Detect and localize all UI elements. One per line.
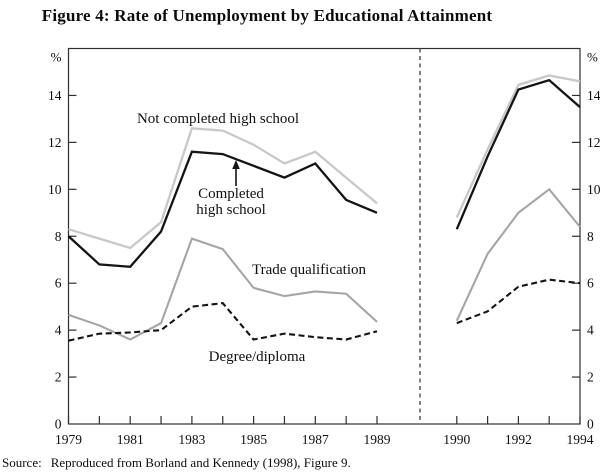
series-line-degree-diploma-left [69,303,378,341]
y-tick-label-left: 0 [54,416,62,432]
series-label-completed-high-school: Completed [198,186,264,202]
source-prefix-label: Source: [2,455,42,470]
y-tick-label-left: 8 [54,228,62,244]
y-tick-label-left: 2 [54,369,62,385]
y-tick-label-right: 10 [587,181,600,197]
series-line-not-completed-high-school-right [457,75,580,217]
x-tick-label: 1985 [240,432,268,447]
series-line-completed-high-school-right [457,80,580,229]
x-tick-label: 1994 [566,432,594,447]
x-tick-label: 1981 [116,432,144,447]
y-tick-label-left: 10 [48,181,62,197]
series-label-trade-qualification: Trade qualification [251,262,367,278]
series-label-not-completed-high-school: Not completed high school [136,111,300,127]
series-line-degree-diploma-right [457,280,580,323]
y-tick-label-right: 2 [587,369,594,385]
y-tick-label-left: 12 [48,134,62,150]
x-tick-label: 1990 [443,432,471,447]
series-line-trade-qualification-right [457,189,580,320]
y-tick-label-left: 4 [54,322,62,338]
x-tick-label: 1987 [301,432,329,447]
source-note [2,455,598,471]
y-tick-label-right: 12 [587,134,600,150]
series-label-degree-diploma: Degree/diploma [208,349,306,365]
y-tick-label-right: 0 [587,416,594,432]
y-axis-unit-right: % [587,49,598,65]
x-tick-label: 1979 [55,432,82,447]
y-axis-unit-left: % [50,49,62,65]
x-tick-label: 1992 [504,432,532,447]
series-label-completed-high-school: high school [196,202,266,218]
y-tick-label-right: 14 [587,87,600,103]
series-line-trade-qualification-left [69,239,378,340]
y-tick-label-right: 8 [587,228,594,244]
y-tick-label-right: 4 [587,322,594,338]
source-text: Reproduced from Borland and Kennedy (1998), Figure 9. [50,455,351,470]
x-tick-label: 1983 [178,432,206,447]
figure-title: Figure 4: Rate of Unemployment by Educational Attainment [41,6,493,25]
y-tick-label-right: 6 [587,275,594,291]
y-tick-label-left: 14 [48,87,62,103]
x-tick-label: 1989 [363,432,391,447]
y-tick-label-left: 6 [54,275,62,291]
